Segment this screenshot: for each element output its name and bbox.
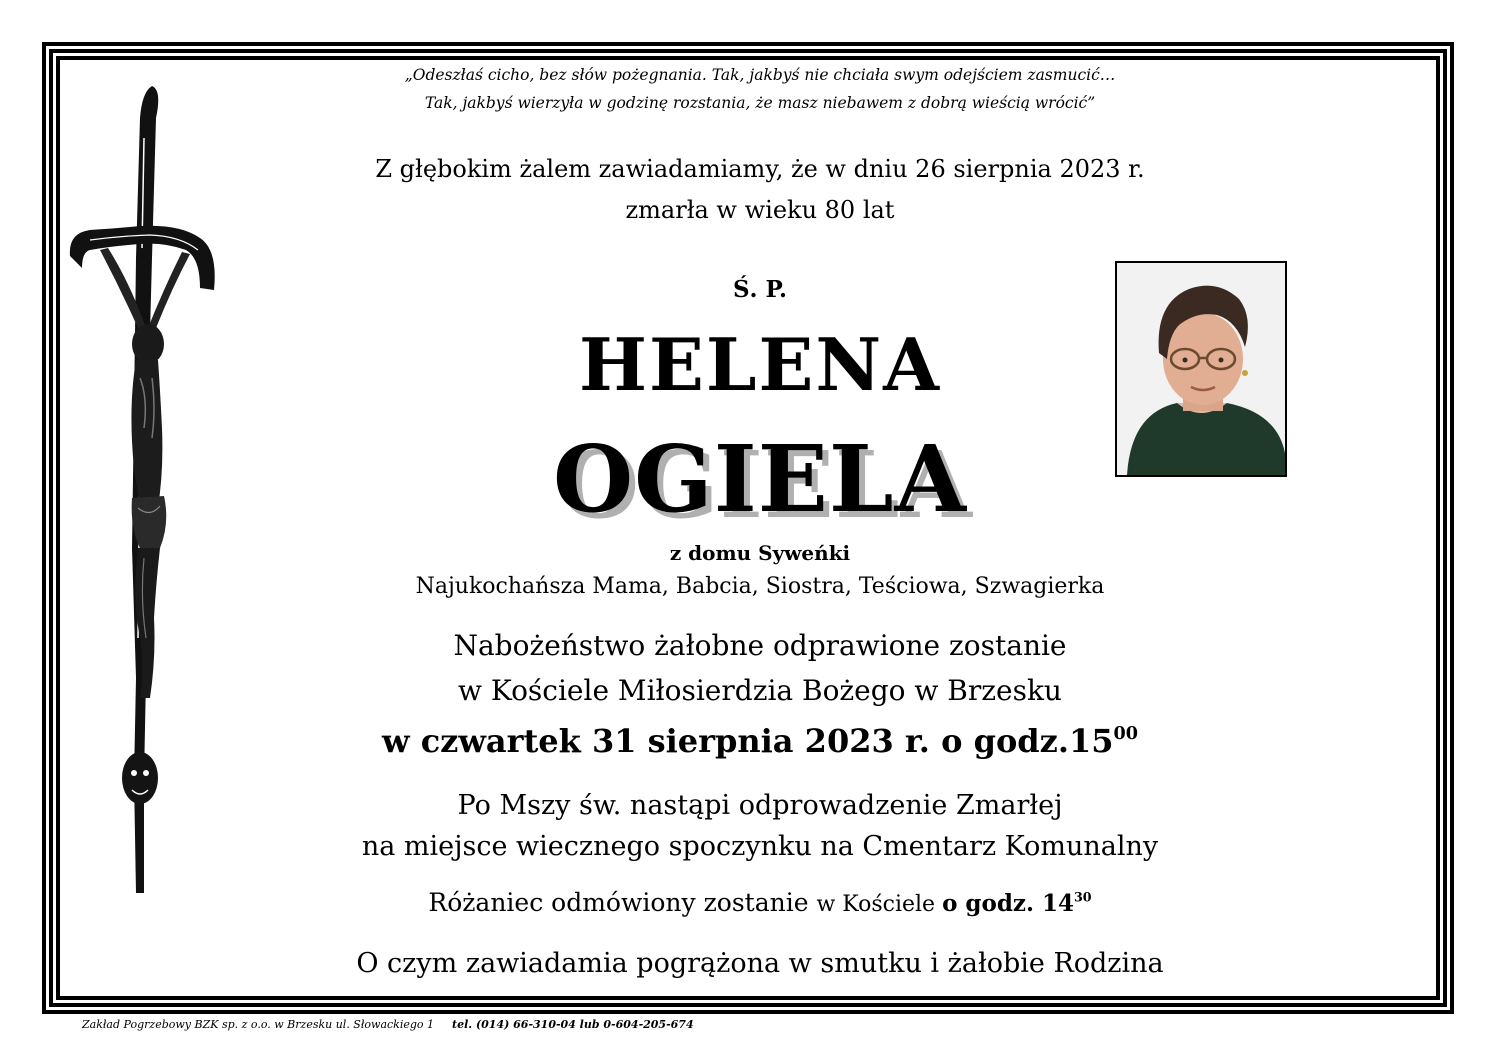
service-line-2: w Kościele Miłosierdzia Bożego w Brzesku bbox=[458, 674, 1062, 707]
footer-company: Zakład Pogrzebowy BZK sp. z o.o. w Brzesku ul. Słowackiego 1 bbox=[82, 1018, 435, 1031]
rosary-time bbox=[942, 890, 1092, 917]
service-date-text: w czwartek 31 sierpnia 2023 r. o godz.15 bbox=[382, 722, 1114, 760]
portrait-photo bbox=[1115, 261, 1287, 477]
service-date bbox=[240, 722, 1280, 760]
crucifix-icon bbox=[60, 78, 220, 898]
last-name: OGIELA bbox=[553, 425, 967, 533]
rosary-text: Różaniec odmówiony zostanie bbox=[428, 888, 817, 917]
announcement-line-1: Z głębokim żalem zawiadamiamy, że w dniu 26 sierpnia 2023 r. bbox=[375, 155, 1145, 183]
burial-line-1: Po Mszy św. nastąpi odprowadzenie Zmarłej bbox=[457, 790, 1063, 821]
prefix-sp: Ś. P. bbox=[732, 276, 788, 303]
maiden-name: z domu Syweńki bbox=[669, 541, 851, 565]
quote-line-2: Tak, jakbyś wierzyła w godzinę rozstania, że masz niebawem z dobrą wieścią wrócić” bbox=[424, 94, 1096, 112]
rosary-church: w Kościele bbox=[816, 892, 943, 917]
footer bbox=[82, 1018, 694, 1031]
quote-line-1: „Odeszłaś cicho, bez słów pożegnania. Tak, jakbyś nie chciała swym odejściem zasmucić… bbox=[404, 66, 1116, 84]
footer-phone: tel. (014) 66-310-04 lub 0-604-205-674 bbox=[452, 1018, 694, 1031]
rosary-time-text: o godz. 14 bbox=[942, 890, 1075, 917]
closing-line: O czym zawiadamia pogrążona w smutku i żałobie Rodzina bbox=[356, 948, 1164, 979]
burial-line-2: na miejsce wiecznego spoczynku na Cmentarz Komunalny bbox=[361, 831, 1159, 862]
announcement-line-2: zmarła w wieku 80 lat bbox=[625, 196, 895, 224]
first-name: HELENA bbox=[578, 322, 942, 407]
rosary-line bbox=[240, 888, 1280, 917]
service-line-1: Nabożeństwo żałobne odprawione zostanie bbox=[453, 629, 1067, 662]
rosary-time-minutes: 30 bbox=[1074, 889, 1092, 905]
service-date-minutes: 00 bbox=[1113, 722, 1138, 744]
relations: Najukochańsza Mama, Babcia, Siostra, Teściowa, Szwagierka bbox=[415, 574, 1105, 599]
